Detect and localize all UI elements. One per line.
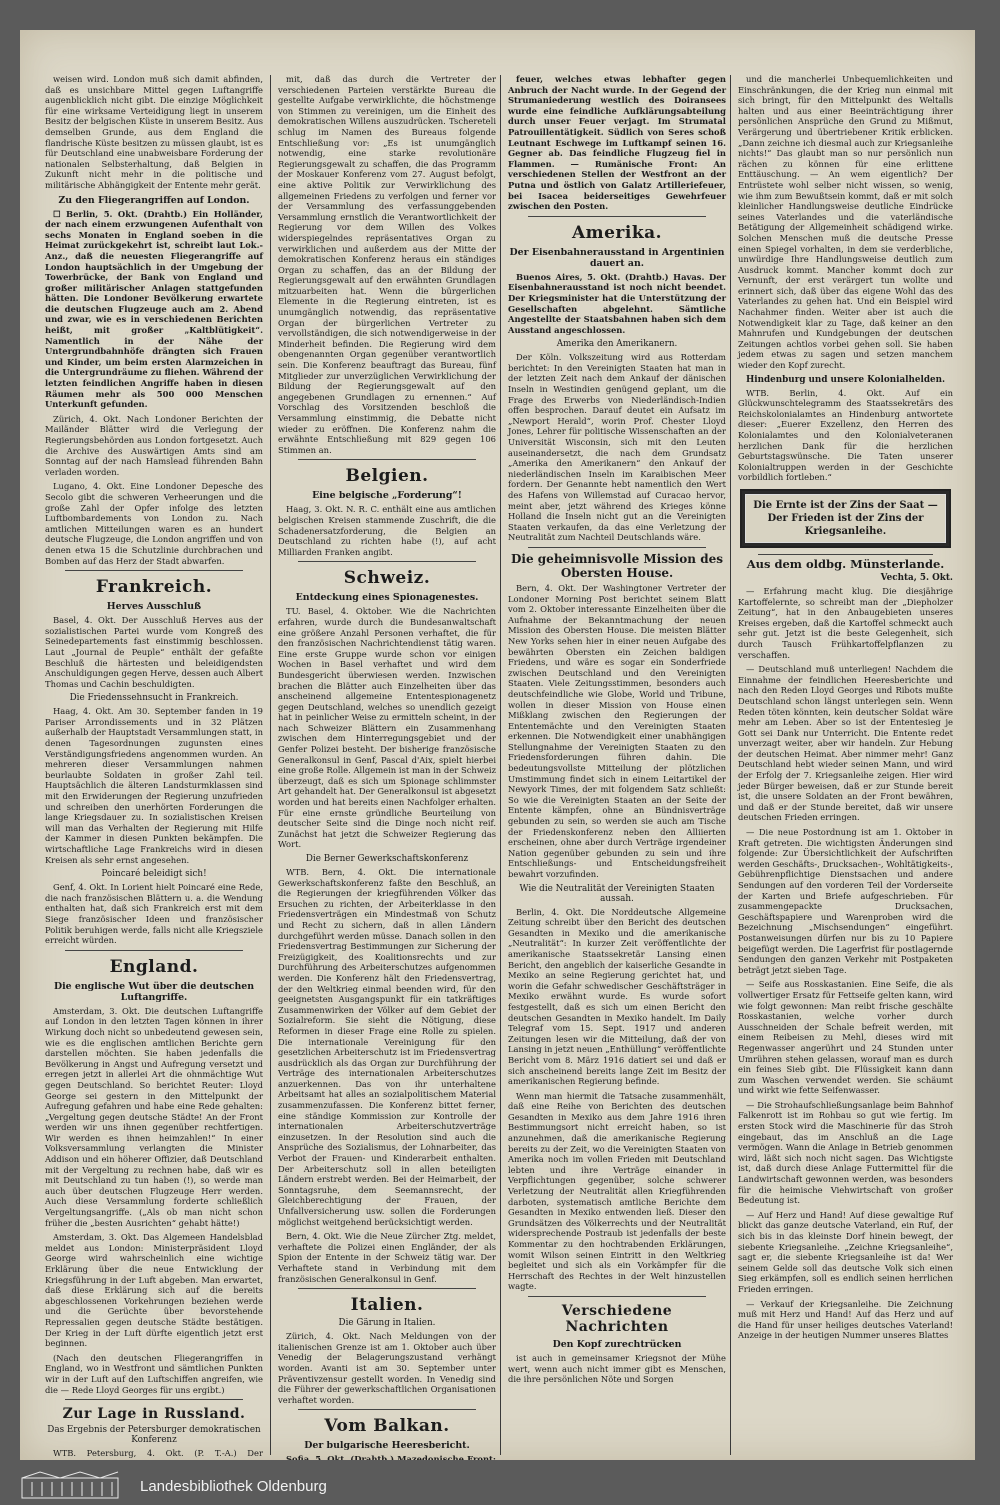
divider bbox=[65, 570, 243, 571]
section-subtitle: Die Gärung in Italien. bbox=[338, 1318, 436, 1329]
section-title: Zur Lage in Russland. bbox=[62, 1406, 246, 1423]
col1-top bbox=[45, 74, 263, 191]
paragraph: — Deutschland muß unterliegen! Nachdem die Einnahme der feindlichen Heeresberichte und nach den Reden Lloyd Georges und Ribots mußte Deutschland schon längst unterlegen sein. Wenn Reden töten könnten, kein deutscher Soldat wäre mehr am Leben. Aber so ist der Ententesieg je Gott sei Dank nur Unterricht. Die Entente redet unverzagt weiter, aber wir handeln. Zur Hebung der deutschen Heimat. Aber nimmer mehr! Ganz Deutschland hebt wieder seinen Mann, und wird der Erfolg der 7. Kriegsanleihe zeigen. Hier wird jeder Bürger beweisen, daß er zur Stunde bereit ist, die unsere Soldaten an der Front bewähren, und daß er der Stunde bereitet, daß wir unsere deutschen Frieden erringen. bbox=[738, 664, 953, 823]
section-subtitle: Den Kopf zurechtrücken bbox=[552, 1338, 682, 1350]
paragraph: Lugano, 4. Okt. Eine Londoner Depesche des Secolo gibt die schweren Verheerungen und die große Zahl der Opfer infolge des letzten Luftbombardements von London zu. Nach amtlichen Mitteilungen waren es an hundert deutsche Flugzeuge, die London angriffen und von denen etwa 15 die Schutzlinie durchbrachen und Bomben auf das Herz der Stadt abwarfen. bbox=[45, 481, 263, 566]
column-divider bbox=[270, 75, 271, 1455]
section-subtitle: Die englische Wut über die deutschen Luftangriffe. bbox=[53, 980, 255, 1003]
paragraph: Amsterdam, 3. Okt. Die deutschen Luftangriffe auf London in den letzten Tagen können in ihrer Wirkung doch nicht so unbedeutend gewesen sein, wie es die englischen amtlichen Berichte gern darstellen möchten. Sie haben jedenfalls die Bevölkerung in Angst und Aufregung versetzt und erregen jetzt in allerlei Art die ohnmächtige Wut gegen Deutschland. So berichtet Reuter: Lloyd George sei gestern in den Mittelpunkt der Aufregung gefahren und habe eine Rede gehalten: „Vergeltung gegen deutsche Städte! An der Front werden wir uns ihnen gegenüber rechtfertigen. Wir werden es ihnen heimzahlen!“ In einer Volksversammlung verlangten die Minister Addison und ein höherer Offizier, daß Deutschland mit der Vergeltung zu rechnen habe, daß wir es mit Deutschland zu tun haben (!), so werde man auch über deutschen Flugzeuge Herr werden. Auch diese Versammlung forderte schließlich Vergeltungsangriffe. („Als ob man nicht schon früher die „besten Ausrichten“ gehabt hätte!) bbox=[45, 1005, 263, 1228]
column-divider bbox=[730, 75, 731, 1455]
paragraph: Bern, 4. Okt. Wie die Neue Zürcher Ztg. meldet, verhaftete die Polizei einen Engländer, der als Spion der Entente in der Schweiz tätig war. Der Verhaftete stand in Verbindung mit dem französischen Generalkonsul in Genf. bbox=[278, 1231, 496, 1284]
paragraph: mit, daß das durch die Vertreter der verschiedenen Parteien verstärkte Bureau die gestellte Aufgabe verwirklichte, die höchstmenge von Stimmen zu vereinigen, um die Einheit des demokratischen Willens auszudrücken. Tschereteli schlug im Namen des Bureaus folgende Entschließung vor: „Es ist unumgänglich notwendig, eine starke revolutionäre Regierungsgewalt zu schaffen, die das Programm der Moskauer Konferenz vom 27. August befolgt, eine aktive Politik zur Verwirklichung des allgemeinen Friedens zu verfolgen und ferner vor der Versammlung des verfassunggebenden Versammlung ernstlich die Verantwortlichkeit der Regierung vor dem Willen des Volkes widerspiegelndes repräsentatives Organ zu verwirklichen und außerdem aus der Mitte der demokratischen Konferenz heraus ein ständiges Organ zu schaffen, das an der Bildung der Regierungsgewalt auf den erwähnten Grundlagen mitzuarbeiten hat. Wenn die bürgerlichen Elemente in die Regierung eintreten, ist es unumgänglich notwendig, das repräsentative Organ der bürgerlichen Vertreter zu vervollständigen, die sich notwendigerweise in der Minderheit befinden. Die Regierung wird dem obengenannten Organ gegenüber verantwortlich sein. Die Konferenz beauftragt das Bureau, fünf Mitglieder zur unverzüglichen Verwirklichung der Bildung der Regierungsgewalt auf den angegebenen Grundlagen zu ernennen.“ Auf Vorschlag des Vorsitzenden beschloß die Versammlung einstimmig, die Debatte nicht wieder zu eröffnen. Die Konferenz nahm die erwähnte Entschließung mit 829 gegen 106 Stimmen an. bbox=[278, 74, 496, 455]
subheading: Die Berner Gewerkschaftskonferenz bbox=[305, 854, 469, 864]
paragraph: — Die Strohaufschließungsanlage beim Bahnhof Falkenrott ist im Rohbau so gut wie fertig. Im ersten Stock wird die Maschinerie für das Stroh eingebaut, das im Anschluß an die Lage vermögen. Wann die Anlage in Betrieb genommen wird, läßt sich noch nicht sagen. Das Wichtigste ist, daß durch diese Anlage Futtermittel für die Landwirtschaft gewonnen werden, was besonders für die heimische Viehwirtschaft von großer Bedeutung ist. bbox=[738, 1099, 953, 1206]
paragraph: und die mancherlei Unbequemlichkeiten und Einschränkungen, die der Krieg nun einmal mit sich bringt, für den Mittelpunkt des Weltalls halten und aus einer Beeinträchtigung ihrer persönlichen Ansprüche den Grund zu Mißmut, Verärgerung und übertriebener Kritik erblicken. „Dann zeichne ich diesmal auch zur Kriegsanleihe nichts!“ Das glaubt man so nur persönlich nun rächen zu können für eine erlittene Enttäuschung. — An wem eigentlich? Der Entrüstete wohl selber nicht wissen, so wenig, wie ihm zum Bewußtsein kommt, daß er mit solch kleinlicher Handlungsweise deutliche Eindrücke seines Vaterlandes und die vaterländische Betätigung der Allgemeinheit schädigend wirke. Solchen Menschen muß die deutsche Presse einen Spiegel vorhalten, in dem sie verderbliche, unwürdige Ihre Handlungsweise deutlich zum Ausdruck kommt. Mancher kommt doch zur Vernunft, der erst verärgert tun wollte und erinnert sich, daß über das eigene Wohl das des Vaterlandes zu gehen hat. Und ein Beispiel wird Nachahmer finden. Weiter aber ist auch die Notwendigkeit klar zu Tage, daß keiner an den Mahnrufen und Kundgebungen der deutschen Zeitungen achtlos vorbei gehen soll. Sie haben jedem etwas zu sagen und setzen manchem wieder den Kopf zurecht. bbox=[738, 74, 953, 371]
paragraph: Wenn man hiermit die Tatsache zusammenhält, daß eine Reihe von Berichten des deutschen Gesandten in Mexiko aus dem Jahre 1916 ihren Bestimmungsort nicht erreicht haben, so ist anzunehmen, daß die amerikanische Regierung bereits zu der Zeit, wo die Vereinigten Staaten von Amerika noch im vollen Frieden mit Deutschland lebten und ihre Verträge einander in Verpflichtungen gegenüber, solche schwerer Verletzung der Neutralität allen Kriegführenden darboten, systematisch amtliche Berichte dem Gesandten in Mexiko entwenden ließ. Dieser den Grundsätzen des Völkerrechts und der Neutralität widersprechende Postraub ist jedenfalls der beste Kommentar zu den hochtrabenden Erklärungen, womit Wilson seinen Eintritt in den Weltkrieg begleitet und sich als ein Vorkämpfer für die Herrschaft des Rechtes in der Welt hinzustellen wagte. bbox=[508, 1090, 726, 1292]
paragraph: Der Köln. Volkszeitung wird aus Rotterdam berichtet: In den Vereinigten Staaten hat man in der letzten Zeit nach dem Ankauf der dänischen Inseln in Westindien genügend geplant, um die Frage des Erwerbs von Niederländisch-Indien offen besprochen. Darauf deutet ein Aufsatz im „Newport Herald“, worin Prof. Chester Lloyd Jones, Lehrer für politische Wissenschaften an der Universität Wisconsin, sich mit den Leuten auseinandersetzt, die nach dem Grundsatz „Amerika den Amerikanern“ den Ankauf der niederländischen Inseln im Karaibischen Meer fordern. Der Genannte hebt namentlich den Wert des Hafens von Willemstad auf Curacao hervor, meint aber, jetzt während des Krieges könne Holland die Inseln nicht gut an die Vereinigten Staaten verkaufen, da das eine Verletzung der Neutralität zum Nachteil Deutschlands wäre. bbox=[508, 352, 726, 543]
section-title: Amerika. bbox=[571, 222, 663, 243]
paragraph: Haag, 4. Okt. Am 30. September fanden in 19 Pariser Arrondissements und in 32 Plätzen außerhalb der Hauptstadt Versammlungen statt, in denen Tagesordnungen zugunsten eines Verständigungsfriedens angenommen wurden. An mehreren dieser Versammlungen nahmen beurlaubte Soldaten in großer Zahl teil. Hauptsächlich die älteren Landsturmklassen sind mit den Erwiderungen der Regierung unzufrieden und schreiben den unerhörten Forderungen die lange Kriegsdauer zu. In sozialistischen Kreisen will man das Verhalten der Regierung mit Hilfe der Kammer in diesen Punkten bekämpfen. Die wirtschaftliche Lage Frankreichs wird in diesen Kreisen als sehr ernst angesehen. bbox=[45, 706, 263, 865]
paragraph: Basel, 4. Okt. Der Ausschluß Herves aus der sozialistischen Partei wurde vom Kongreß des Seinedepartements fast einstimmig beschlossen. Laut „Journal de Peuple“ enthält der gefaßte Beschluß die härtesten und beleidigendsten Anschuldigungen gegen Herve, dessen auch Albert Thomas und Cachin beschuldigten. bbox=[45, 615, 263, 689]
paragraph: ☐ Berlin, 5. Okt. (Drahtb.) Ein Holländer, der nach einem erzwungenen Aufenthalt von sechs Monaten in England soeben in die Heimat zurückgekehrt ist, schreibt laut Lok.-Anz., daß die neuesten Fliegerangriffe auf London hauptsächlich in der Umgebung der Towerbrücke, der Bank von England und großer militärischer Anlagen stattgefunden hätten. Die Londoner Bevölkerung erwartete die deutschen Flugzeuge auch am 2. Abend und zwar, wie es in verschiedenen Berichten heißt, mit großer „Kaltblütigkeit“. Namentlich in der Nähe der Untergrundbahnhöfe drängten sich Frauen und Kinder, um beim ersten Alarmzeichen in die Untergrundräume zu fliehen. Während der letzten feindlichen Angriffe haben in diesen Räumen mehr als 500 000 Menschen Unterkunft gefunden. bbox=[45, 208, 263, 410]
section-subtitle: Eine belgische „Forderung“! bbox=[312, 490, 462, 502]
column-2 bbox=[278, 74, 496, 1452]
paragraph: (Nach den deutschen Fliegerangriffen in England, wo in Westfront und sämtlichen Punkten wir in der Luft auf den Luftschiffen angreifen, wie die — Rede Lloyd Georges für uns ergibt.) bbox=[45, 1352, 263, 1395]
library-name: Landesbibliothek Oldenburg bbox=[140, 1478, 327, 1495]
section-title: Italien. bbox=[350, 1295, 424, 1316]
paragraph: Amsterdam, 3. Okt. Das Algemeen Handelsblad meldet aus London: Ministerpräsident Lloyd George wird wahrscheinlich eine wichtige Erklärung über die neue Entwicklung der Kriegsführung in der Luft abgeben. Man erwartet, daß diese Erklärung sich auf die bereits abgeschlossenen Vorkehrungen beziehen werde und die Gerüchte über bevorstehende Repressalien gegen deutsche Städte bestätigen. Der Krieg in der Luft dürfte eigentlich jetzt erst beginnen. bbox=[45, 1232, 263, 1349]
paragraph: Genf, 4. Okt. In Lorient hielt Poincaré eine Rede, die nach französischen Blättern u. a. die Wendung enthalten hat, daß sich Frankreich erst mit dem Siege französischer Ideen und französischer Politik beruhigen werde, falls nicht alle Kriegsziele erreicht würden. bbox=[45, 882, 263, 946]
paragraph: TU. Basel, 4. Oktober. Wie die Nachrichten erfahren, wurde durch die Bundesanwaltschaft eine größere Anzahl Personen verhaftet, die für den französischen Nachrichtendienst tätig waren. Eine erste Gruppe wurde schon vor einigen Wochen in Basel verhaftet und wird dem Bundesgericht überwiesen werden. Inzwischen brachen die Blätter auch Einzelheiten über das anscheinend allgemeine Ententespionagenetz gegen Deutschland, welches so unendlich gezeigt hat in peinlicher Weise zu ermitteln scheint, in der nach Schweizer Blättern ein Zusammenhang zwischen dem Hinterregungsgebiet und der Genfer Polizei besteht. Der bisherige französische Generalkonsul in Genf, Pascal d'Aix, spielt hierbei eine große Rolle. Allgemein ist man in der Schweiz überzeugt, daß es sich um Spionage schlimmster Art gehandelt hat. Der Generalkonsul ist abgesetzt worden und hat bereits einen Nachfolger erhalten. Für eine ernste gründliche Beurteilung von deutscher Seite sind die Dinge noch nicht reif. Zunächst hat jetzt die Schweizer Regierung das Wort. bbox=[278, 606, 496, 850]
paragraph: Zürich, 4. Okt. Nach Meldungen von der italienischen Grenze ist am 1. Oktober auch über Venedig der Belagerungszustand verhängt worden. Avanti ist am 30. September unter Präventivzensur gestellt worden. In Venedig sind die Führer der gewerkschaftlichen Organisationen verhaftet worden. bbox=[278, 1331, 496, 1405]
dateline: Vechta, 5. Okt. bbox=[880, 572, 953, 583]
paragraph: weisen wird. London muß sich damit abfinden, daß es unsichbare Mittel gegen Luftangriffe augenblicklich nicht gibt. Die einzige Möglichkeit für eine wirksame Verteidigung liegt in unserem Besitz der belgischen Küste in unserem Besitz. Aus demselben Grunde, aus dem England die flandrische Küste besitzen zu müssen glaubt, ist es für Deutschland eine unabweisbare Forderung der nationalen Selbsterhaltung, daß Belgien in Zukunft nicht mehr in die politische und militärische Abhängigkeit der Entente mehr gerät. bbox=[45, 74, 263, 190]
paragraph: WTB. Bern, 4. Okt. Die internationale Gewerkschaftskonferenz faßte den Beschluß, an die Regierungen der kriegführenden Völker das Ersuchen zu richten, der Arbeiterklasse in den Friedensverträgen ein Mindestmaß von Schutz und Recht zu sichern, daß in allen Ländern durchgeführt werden müsse. Danach sollen in den Friedensvertrag Bestimmungen zur Sicherung der Freizügigkeit, des Koalitionsrechts und zur Durchführung des Arbeiterschutzes aufgenommen werden. Die Konferenz hält den Friedensvertrag, der den Weltkrieg einmal beenden wird, für den geeignetsten Ausgangspunkt für ein tatkräftiges Zusammenwirken der Völker auf dem Gebiet der Sozialreform. Sie sieht die Nötigung, diese Reformen in dieser Frage eine Rolle zu spielen. Die internationale Vereinigung für den gesetzlichen Arbeiterschutz ist im Friedensvertrag ausdrücklich als das Organ zur Durchführung der Verträge des internationalen Arbeiterschutzes anzuerkennen. Das von ihr unterhaltene Arbeitsamt hat alles an sozialpolitischem Material zusammenzufassen. Die Konferenz bittet ferner, eine ständige Kommission zur Kontrolle der internationalen Arbeiterschutzverträge einzusetzen. In der Resolution sind auch die Ansprüche des Sozialismus, der Lohnarbeiter, das Verbot der Frauen- und Kinderarbeit enthalten. Der Arbeiterschutz soll in allen beteiligten Ländern erstrebt werden. Bei der Heimarbeit, der Sonntagsruhe, dem Seemannsrecht, der Gleichberechtigung der Frauen, der Unfallversicherung usw. sollen die Forderungen möglichst weitgehend berücksichtigt werden. bbox=[278, 867, 496, 1227]
paragraph: — Seife aus Rosskastanien. Eine Seife, die als vollwertiger Ersatz für Fettseife gelten kann, wird wie folgt gewonnen: Man reibt frische geschälte Rosskastanien, welche vorher durch Ausschneiden der Schale befreit werden, mit einem Reibeisen zu Mehl, dieses wird mit Regenwasser angerührt und 24 Stunden unter Umrühren stehen gelassen, worauf man es durch ein feines Sieb gibt. Die Flüssigkeit kann dann zum Waschen verwendet werden. Sie schäumt und wirkt wie fette Seifenwasser. bbox=[738, 979, 953, 1096]
paragraph: — Erfahrung macht klug. Die diesjährige Kartoffelernte, so schreibt man der „Diepholzer Zeitung“, hat in den Anbaugebieten unseres Kreises ergeben, daß die Kartoffel schmeckt auch sehr gut. Jetzt ist die beste Gelegenheit, sich durch Tausch Frühkartoffelpflanzen zu verschaffen. bbox=[738, 585, 953, 660]
paragraph: WTB. Petersburg, 4. Okt. (P. T.-A.) Der bbox=[53, 1448, 263, 1459]
section-title: Vom Balkan. bbox=[324, 1416, 450, 1437]
library-logo-icon bbox=[20, 1470, 120, 1500]
paragraph: Buenos Aires, 5. Okt. (Drahtb.) Havas. Der Eisenbahnerausstand ist noch nicht beendet. Der Kriegsminister hat die Unterstützung der Gesellschaften abgelehnt. Sämtliche Angestellte der Staatsbahnen haben sich dem Ausstand angeschlossen. bbox=[508, 271, 726, 335]
subheading: Poincaré beleidigt sich! bbox=[101, 869, 207, 880]
section-heading: Zu den Fliegerangriffen auf London. bbox=[58, 194, 250, 206]
section-title: Aus dem oldbg. Münsterlande. bbox=[746, 556, 945, 571]
column-3 bbox=[508, 74, 726, 1449]
subheading: Die Friedenssehnsucht in Frankreich. bbox=[69, 693, 239, 704]
divider bbox=[298, 459, 476, 460]
section-title: Belgien. bbox=[345, 466, 429, 487]
war-loan-slogan: Die Ernte ist der Zins der Saat — Der Frieden ist der Zins der Kriegsanleihe. bbox=[745, 494, 946, 543]
section-subtitle: Das Ergebnis der Petersburger demokratischen Konferenz bbox=[47, 1425, 261, 1446]
paragraph: ist auch in gemeinsamer Kriegsnot der Mühe wert, wenn auch nicht immer gibt es Menschen, die ihre persönlichen Nöte und Sorgen bbox=[508, 1352, 726, 1385]
section-title: Frankreich. bbox=[95, 577, 213, 598]
subheading: Wie die Neutralität der Vereinigten Staaten aussah. bbox=[519, 883, 715, 904]
column-1 bbox=[45, 74, 263, 1459]
divider bbox=[65, 950, 243, 951]
section-title: England. bbox=[109, 956, 199, 977]
paragraph: Berlin, 4. Okt. Die Norddeutsche Allgemeine Zeitung schreibt über den Bericht des deutschen Gesandten in Mexiko und die amerikanische „Neutralität“: In kurzer Zeit veröffentlichte der amerikanische Staatssekretär Lansing einen Bericht, den angeblich der kaiserliche Gesandte in Mexiko an seine Regierung gerichtet hat, und worin die Gefahr schwedischer Geschäftsträger in Mexiko erwähnt wurde. Es wurde sofort festgestellt, daß es sich um einen Bericht den deutschen Gesandten in Mexiko handelt. Im Daily Telegraf vom 15. Sept. 1917 und anderen Zeitungen lesen wir die Mitteilung, daß der von Lansing in jetzt neuen „Enthüllung“ veröffentlichte Bericht vom 8. März 1916 datiert sei und daß er sich anscheinend bereits lange Zeit im Besitz der amerikanischen Regierung befinde. bbox=[508, 906, 726, 1087]
paragraph: feuer, welches etwas lebhafter gegen Anbruch der Nacht wurde. In der Gegend der Strumaniederung westlich des Doiransees wurde eine feindliche Aufklärungsabteilung durch unser Feuer verjagt. Im Strumatal Patrouillentätigkeit. Südlich von Seres schoß Leutnant Eschwege im Luftkampf seinen 16. Gegner ab. Das feindliche Flugzeug fiel in Flammen. — Rumänische Front: An verschiedenen Stellen der Westfront an der Putna und östlich von Galatz Artilleriefeuer, bei Isacea beiderseitiges Gewehrfeuer zwischen den Posten. bbox=[508, 74, 726, 212]
paragraph: Bern, 4. Okt. Der Washingtoner Vertreter der Londoner Morning Post berichtet seinem Blatt vom 2. Oktober interessante Einzelheiten über die Aufnahme der Bekanntmachung der neuen Mission des Obersten House. Die meisten Blätter New Yorks sehen hier in einer neuen Aufgabe des bewährten Obersten ein Zeichen baldigen Friedens, und wäre es sogar ein Sonderfriede zwischen Deutschland und den Vereinigten Staaten. Viele Zeitungsstimmen, besonders auch deutschfeindliche wie Globe, World und Tribune, wollen in dieser Mission von House einen Mißklang zwischen den Regierungen der Ententemächte und den Vereinigten Staaten erkennen. Die Notwendigkeit einer unabhängigen Stellungnahme der Vereinigten Staaten zu den Friedensforderungen führen dahin. Die bedeutungsvollste Mitteilung der plötzlichen Umstimmung findet sich in einem Leitartikel der Newyork Times, der mit folgendem Satz schließt: So wie die Vereinigten Staaten an der Seite der Entente kämpfen, ohne an Bündnisverträge gebunden zu sein, so werden sie auch am Tische der Friedenskonferenz neben den Alliierten erscheinen, ohne aber durch Verträge irgendeiner Nation gegenüber gebunden zu sein und ihre Entschließungs- und Entscheidungsfreiheit bewahrt vorzufinden. bbox=[508, 582, 726, 879]
section-title: Verschiedene Nachrichten bbox=[561, 1302, 673, 1335]
war-loan-box bbox=[740, 489, 951, 548]
section-subtitle: Entdeckung eines Spionagenestes. bbox=[295, 592, 479, 604]
divider bbox=[298, 561, 476, 562]
subheading: Hindenburg und unsere Kolonialhelden. bbox=[745, 374, 946, 385]
column-divider bbox=[500, 75, 501, 1455]
divider bbox=[528, 1296, 706, 1297]
divider bbox=[528, 547, 706, 548]
divider bbox=[298, 1288, 476, 1289]
subheading: Amerika den Amerikanern. bbox=[556, 339, 678, 350]
paragraph: — Verkauf der Kriegsanleihe. Die Zeichnung muß mit Herz und Hand! Auf das Herz und auf die Hand für unser heiliges deutsches Vaterland! Anzeige in der heutigen Nummer unseres Blattes bbox=[738, 1298, 953, 1341]
column-4 bbox=[738, 74, 953, 1449]
paragraph: — Die neue Postordnung ist am 1. Oktober in Kraft getreten. Die wichtigsten Änderungen sind folgende: Zur Übersichtlichkeit der Aufschriften werden Geschäfts-, Drucksachen-, Wohltätigkeits-, Gebührenpflichtige Dienstsachen und andere Sendungen auf den vorderen Teil der Vorderseite der Karten und Briefe aufgeschrieben. Für zusammengepackte Drucksachen, Geschäftspapiere und Warenproben wird die Bezeichnung „Mischsendungen“ eingeführt. Postanweisungen dürfen nur bis zu 10 Papiere beigefügt werden. Die Lagerfrist für postlagernde Sendungen den ganzen Verkehr mit Postpaketen beträgt jetzt sieben Tage. bbox=[738, 827, 953, 975]
section-title: Schweiz. bbox=[343, 568, 431, 589]
divider bbox=[528, 216, 706, 217]
divider bbox=[298, 1409, 476, 1410]
divider bbox=[65, 1399, 243, 1400]
paragraph: — Auf Herz und Hand! Auf diese gewaltige Ruf blickt das ganze deutsche Vaterland, ein Ruf, der sich bis in das kleinste Dorf hinein bewegt, der siebente Kriegsanleihe. „Zeichne Kriegsanleihe“, sagt er, die siebente Kriegsanleihe ist da! Wer seinem Gelde soll das deutsche Volk sich einen Sieg erkämpfen, soll es endlich seinen herrlichen Frieden erringen. bbox=[738, 1209, 953, 1294]
newspaper-page bbox=[20, 30, 975, 1460]
paragraph: Haag, 3. Okt. N. R. C. enthält eine aus amtlichen belgischen Kreisen stammende Zuschrift, die die Schadenersatzforderung, die Belgien an Deutschland zu richten habe (!), auf acht Milliarden Franken angibt. bbox=[278, 504, 496, 557]
section-subtitle: Der Eisenbahnerausstand in Argentinien dauert an. bbox=[509, 246, 725, 269]
section-subtitle: Herves Ausschluß bbox=[106, 601, 202, 613]
section-subtitle: Der bulgarische Heeresbericht. bbox=[304, 1440, 470, 1452]
section-title: Die geheimnisvolle Mission des Obersten House. bbox=[511, 551, 723, 580]
divider bbox=[758, 554, 933, 555]
paragraph: Zürich, 4. Okt. Nach Londoner Berichten der Mailänder Blätter wird die Verlegung der Regierungsbehörden aus London fortgesetzt. Auch die Archive des Auswärtigen Amts sind am Sonntag auf der nach Hamslead führenden Bahn verladen worden. bbox=[45, 413, 263, 477]
paragraph: WTB. Berlin, 4. Okt. Auf ein Glückwunschtelegramm des Staatssekretärs des Reichskolonialamtes an Hindenburg antwortete dieser: „Euerer Exzellenz, den Herren des Kolonialamtes und den Kolonialveteranen herzlichen Dank für die herzlichen Geburtstagswünsche. Die Taten unserer Kolonialtruppen werden in der Geschichte vorbildlich fortleben.“ bbox=[738, 387, 953, 483]
